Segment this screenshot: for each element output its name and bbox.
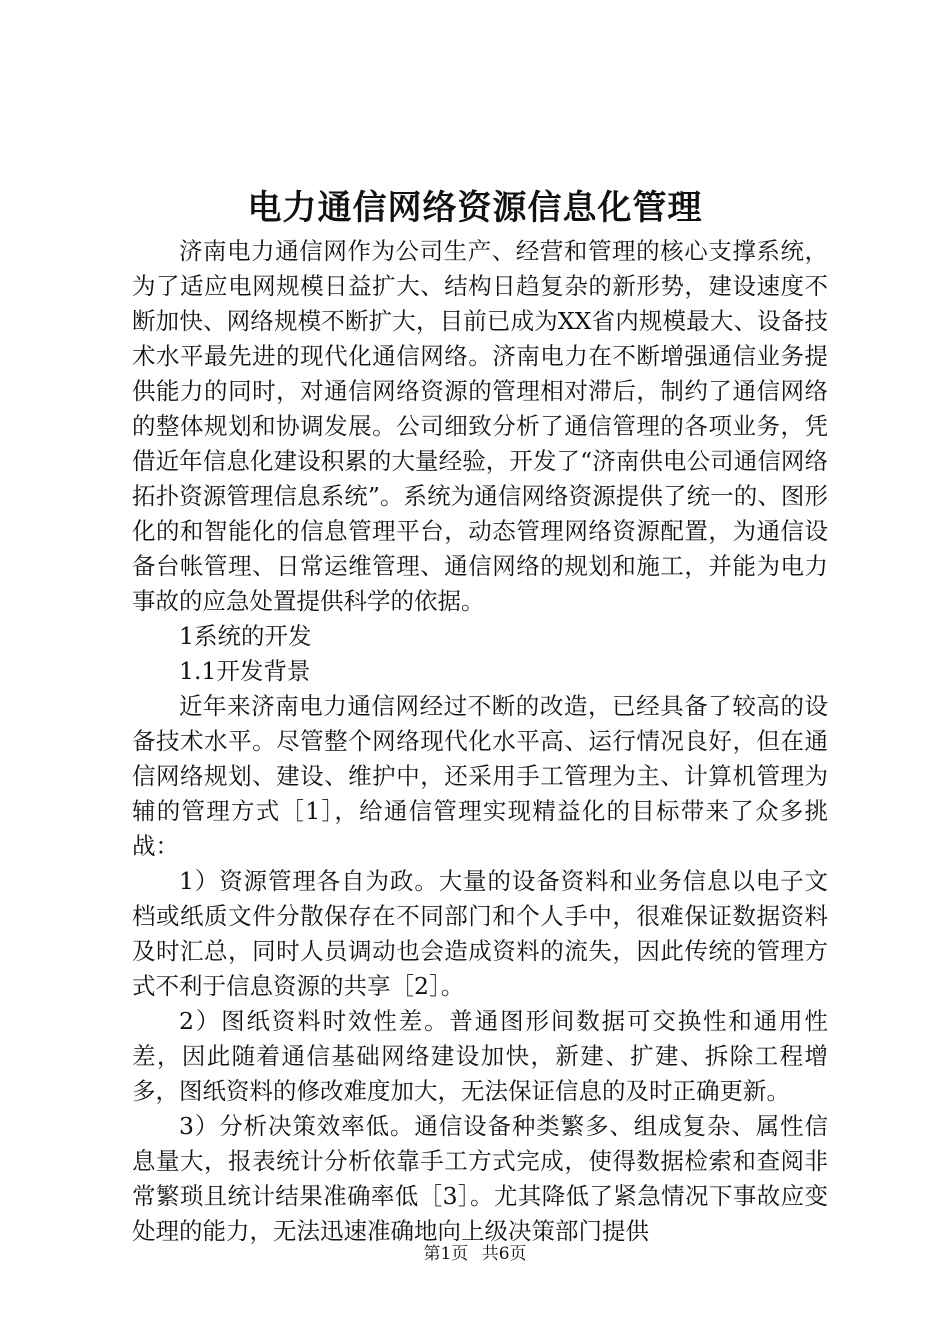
- paragraph-intro: 济南电力通信网作为公司生产、经营和管理的核心支撑系统，为了适应电网规模日益扩大、结构日趋复杂的新形势，建设速度不断加快、网络规模不断扩大，目前已成为XX省内规模最大、设备技术水平最先进的现代化通信网络。济南电力在不断增强通信业务提供能力的同时，对通信网络资源的管理相对滞后，制约了通信网络的整体规划和协调发展。公司细致分析了通信管理的各项业务，凭借近年信息化建设积累的大量经验，开发了“济南供电公司通信网络拓扑资源管理信息系统”。系统为通信网络资源提供了统一的、图形化的和智能化的信息管理平台，动态管理网络资源配置，为通信设备台帐管理、日常运维管理、通信网络的规划和施工，并能为电力事故的应急处置提供科学的依据。: [132, 237, 828, 615]
- section-heading-1: 1系统的开发: [179, 622, 312, 650]
- page-total: 共6页: [481, 1244, 527, 1264]
- paragraph-point-1: 1）资源管理各自为政。大量的设备资料和业务信息以电子文档或纸质文件分散保存在不同部门和个人手中，很难保证数据资料及时汇总，同时人员调动也会造成资料的流失，因此传统的管理方式不利于信息资源的共享［2］。: [132, 867, 828, 1000]
- paragraph-point-3: 3）分析决策效率低。通信设备种类繁多、组成复杂、属性信息量大，报表统计分析依靠手工方式完成，使得数据检索和查阅非常繁琐且统计结果准确率低［3］。尤其降低了紧急情况下事故应变处理的能力，无法迅速准确地向上级决策部门提供: [132, 1112, 828, 1245]
- paragraph-point-2: 2）图纸资料时效性差。普通图形间数据可交换性和通用性差，因此随着通信基础网络建设加快，新建、扩建、拆除工程增多，图纸资料的修改难度加大，无法保证信息的及时正确更新。: [132, 1007, 828, 1105]
- page-footer: [0, 1242, 950, 1266]
- document-title: 电力通信网络资源信息化管理: [247, 188, 703, 228]
- page-number: 第1页: [423, 1244, 469, 1264]
- document-body: [132, 234, 828, 1249]
- paragraph-background: 近年来济南电力通信网经过不断的改造，已经具备了较高的设备技术水平。尽管整个网络现代化水平高、运行情况良好，但在通信网络规划、建设、维护中，还采用手工管理为主、计算机管理为辅的管理方式［1］，给通信管理实现精益化的目标带来了众多挑战：: [132, 692, 828, 860]
- section-heading-1-1: 1.1开发背景: [179, 657, 311, 685]
